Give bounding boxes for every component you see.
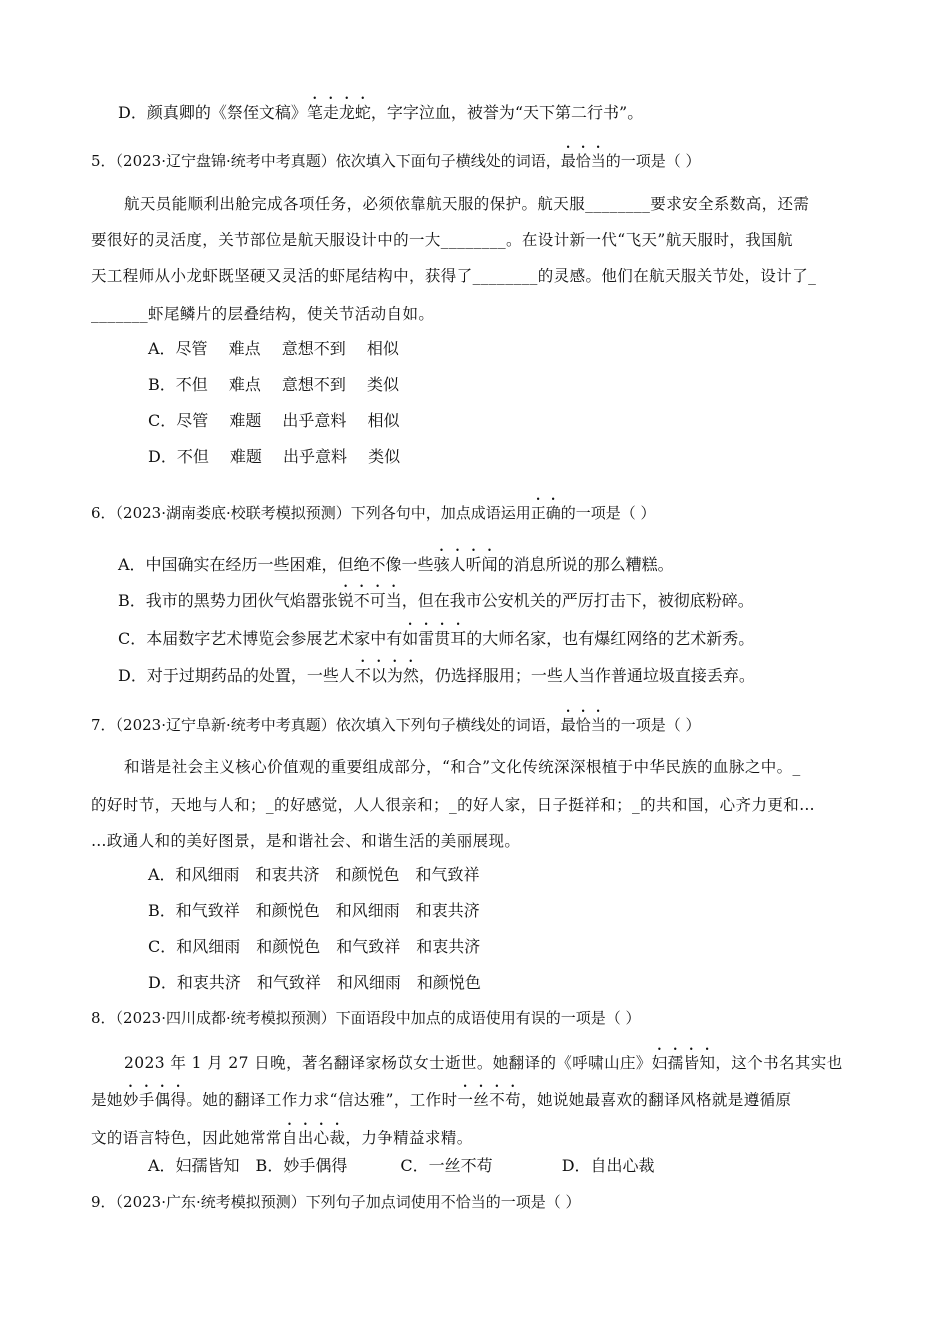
text-segment: B．和气致祥 和颜悦色 和风细雨 和衷共济 [148,901,480,920]
text-line-q8-p2 [91,1082,791,1110]
text-line-q6 [91,495,656,523]
text-segment: ，但在我市公安机关的严厉打击下，被彻底粉碎。 [401,591,754,610]
text-line-q5-c [148,411,400,431]
text-segment: ，她说她最喜欢的翻译风格就是遵循原 [521,1091,792,1109]
text-line-d-4 [118,94,643,123]
text-line-q6-a [118,546,674,575]
text-segment: 的消息所说的那么糟糕。 [497,555,674,574]
text-segment: 的一项是（ ） [605,716,701,734]
text-segment: D．和衷共济 和气致祥 和风细雨 和颜悦色 [148,973,481,992]
text-line-q5-d [148,447,400,467]
text-segment: 8．（2023·四川成都·统考模拟预测）下面语段中加点的成语使用有误的一项是（ ） [91,1009,641,1027]
text-segment: ，力争精益求精。 [345,1129,473,1147]
text-segment: 天工程师从小龙虾既坚硬又灵活的虾尾结构中，获得了________的灵感。他们在航天服关节处，设计了_ [91,267,817,285]
text-segment: 2023 年 1 月 27 日晚，著名翻译家杨苡女士逝世。她翻译的《呼啸山庄》 [124,1054,652,1072]
text-line-q7-d [148,973,481,993]
emphasized-term: 骇人听闻 [433,555,498,574]
text-line-q5-b [148,375,399,395]
text-segment: 的好时节，天地与人和；_的好感觉，人人很亲和；_的好人家，日子挺祥和；_的共和国，心齐力更和… [91,796,816,814]
text-segment: 和谐是社会主义核心价值观的重要组成部分，“和合”文化传统深深根植于中华民族的血脉之中。_ [124,758,801,776]
text-segment: D．不但 难题 出乎意料 类似 [148,447,401,466]
text-segment: A．和风细雨 和衷共济 和颜悦色 和气致祥 [148,865,480,884]
text-line-q9 [91,1192,581,1212]
emphasized-term: 最恰当 [560,152,606,170]
text-line-q5-p2 [91,230,793,250]
text-segment: 9．（2023·广东·统考模拟预测）下列句子加点词使用不恰当的一项是（ ） [91,1193,581,1211]
emphasized-term: 一丝不苟 [457,1091,522,1109]
emphasized-term: 自出心裁 [281,1129,346,1147]
text-segment: 6．（2023·湖南娄底·校联考模拟预测）下列各句中，加点成语运用 [91,504,531,522]
text-segment: 的一项是（ ） [605,152,701,170]
text-segment: 。她的翻译工作力求“信达雅”，工作时 [186,1091,458,1109]
text-segment: …政通人和的美好图景，是和谐社会、和谐生活的美丽展现。 [91,832,521,850]
text-segment: D．颜真卿的《祭侄文稿》 [118,103,307,122]
text-segment: 7．（2023·辽宁阜新·统考中考真题）依次填入下列句子横线处的词语， [91,716,561,734]
emphasized-term: 锐不可当 [337,591,402,610]
text-line-q6-c [118,620,754,649]
text-segment: B．我市的黑势力团伙气焰嚣张 [118,591,338,610]
text-segment: 航天员能顺利出舱完成各项任务，必须依靠航天服的保护。航天服________要求安全系数高，还需 [124,195,810,213]
text-line-q8-p3 [91,1120,473,1148]
text-segment: 要很好的灵活度，关节部位是航天服设计中的一大________。在设计新一代“飞天”航天服时，我国航 [91,231,793,249]
emphasized-term: 笔走龙蛇 [306,103,371,122]
text-segment: _______虾尾鳞片的层叠结构，使关节活动自如。 [91,305,435,323]
text-line-q7-c [148,937,480,957]
text-segment: A．尽管 难点 意想不到 相似 [148,339,399,358]
text-segment: B．不但 难点 意想不到 类似 [148,375,400,394]
text-line-q7-p1 [124,757,801,777]
emphasized-term: 最恰当 [560,716,606,734]
text-line-q7-p3 [91,831,520,851]
text-line-q8-opts [148,1156,655,1176]
text-segment: ，仍选择服用；一些人当作普通垃圾直接丢弃。 [418,666,755,685]
emphasized-term: 妇孺皆知 [651,1054,716,1072]
text-line-q5-a [148,339,399,359]
text-line-q6-d [118,657,755,686]
text-line-q7-p2 [91,795,815,815]
text-segment: 文的语言特色，因此她常常 [91,1129,282,1147]
text-line-q5-p1 [124,194,809,214]
emphasized-term: 妙手偶得 [122,1091,187,1109]
text-line-q7-b [148,901,480,921]
text-segment: A．妇孺皆知 B．妙手偶得 C．一丝不苟 D．自出心裁 [148,1156,655,1175]
text-segment: ，这个书名其实也 [715,1054,843,1072]
text-segment: ，字字泣血，被誉为“天下第二行书”。 [370,103,644,122]
text-segment: D．对于过期药品的处置，一些人 [118,666,355,685]
text-line-q7-a [148,865,480,885]
text-line-q8 [91,1008,641,1028]
emphasized-term: 如雷贯耳 [402,629,467,648]
text-line-q5-p3 [91,266,816,286]
emphasized-term: 不以为然 [354,666,419,685]
text-segment: 的一项是（ ） [560,504,656,522]
text-line-q5-p4 [91,304,434,324]
emphasized-term: 正确 [530,504,561,522]
text-segment: C．和风细雨 和颜悦色 和气致祥 和衷共济 [148,937,481,956]
text-line-q6-b [118,582,754,611]
text-segment: 5．（2023·辽宁盘锦·统考中考真题）依次填入下面句子横线处的词语， [91,152,561,170]
text-segment: C．尽管 难题 出乎意料 相似 [148,411,400,430]
text-segment: 是她 [91,1091,123,1109]
text-segment: 的大师名家，也有爆红网络的艺术新秀。 [466,629,755,648]
text-segment: A．中国确实在经历一些困难，但绝不像一些 [118,555,434,574]
text-line-q7 [91,707,701,735]
text-line-q5 [91,143,701,171]
text-segment: C．本届数字艺术博览会参展艺术家中有 [118,629,403,648]
text-line-q8-p1 [124,1045,843,1073]
